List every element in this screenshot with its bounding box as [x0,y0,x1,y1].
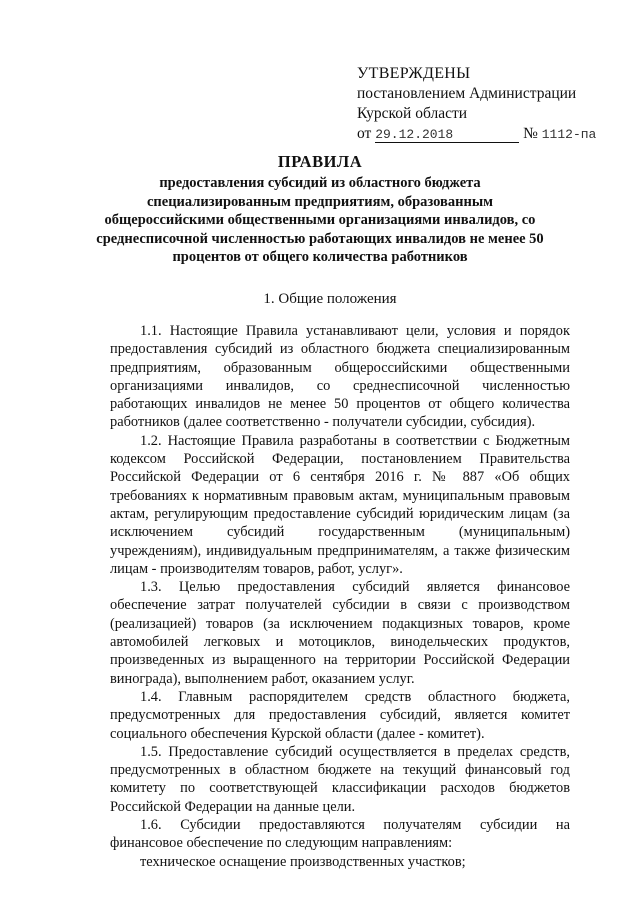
document-title: ПРАВИЛА [277,152,363,171]
approval-line-2: Курской области [357,105,468,122]
paragraph-1-1: 1.1. Настоящие Правила устанавливают цели, условия и порядок предоставления субсидий из областного бюджета специализированным предприятиям, образованным общероссийскими общественными организациями инвалидов, со среднесписочной численностью работающих инвалидов не менее 50 процентов от общего количества работников (далее соответственно - получатели субсидии, субсидия). [110,323,570,431]
document-subtitle-line: предоставления субсидий из областного бюджета [159,175,481,191]
approval-line-1: постановлением Администрации [357,85,577,102]
list-item: техническое оснащение производственных участков; [140,853,466,870]
paragraph-1-3: 1.3. Целью предоставления субсидий является финансовое обеспечение затрат получателей субсидии в связи с производством (реализацией) товаров (за исключением подакцизных товаров, кроме автомобилей легковых и мотоциклов, винодельческих продуктов, произведенных из выращенного на территории Российской Федерации винограда), выполнением работ, оказанием услуг. [110,579,570,687]
document-body [110,322,570,871]
paragraph-1-6: 1.6. Субсидии предоставляются получателям субсидии на финансовое обеспечение по следующим направлениям: [110,817,570,852]
approval-date: 29.12.2018 [375,127,454,142]
document-subtitle-line: специализированным предприятиям, образованным [146,193,494,210]
document-header [60,150,580,267]
document-subtitle-line: процентов от общего количества работников [172,249,468,265]
approval-number-label: № [523,125,538,142]
paragraph-1-2: 1.2. Настоящие Правила разработаны в соответствии с Бюджетным кодексом Российской Федерации, постановлением Правительства Российской Федерации от 6 сентября 2016 г. № 887 «Об общих требованиях к нормативным правовым актам, муниципальным правовым актам, регулирующим предоставление субсидий юридическим лицам (за исключением субсидий государственным (муниципальным) учреждениям), индивидуальным предпринимателям, а также физическим лицам - производителям товаров, работ, услуг». [110,432,570,577]
section-heading: 1. Общие положения [263,291,397,307]
paragraph-1-4: 1.4. Главным распорядителем средств областного бюджета, предусмотренных для предоставления субсидий, является комитет социального обеспечения Курской области (далее - комитет). [110,688,570,742]
approval-stamp [357,64,617,145]
paragraph-1-5: 1.5. Предоставление субсидий осуществляется в пределах средств, предусмотренных в областном бюджете на текущий финансовый год комитету по соответствующей классификации расходов бюджетов Российской Федерации на данные цели. [110,743,570,815]
approval-from-label: от [357,125,372,142]
approval-date-underline [375,126,519,143]
approval-date-row [357,124,617,145]
document-subtitle-line: общероссийскими общественными организациями инвалидов, со [104,212,536,228]
approval-number: 1112-па [541,127,597,142]
document-subtitle-line: среднесписочной численностью работающих инвалидов не менее 50 [96,230,544,247]
approval-title: УТВЕРЖДЕНЫ [357,65,471,82]
